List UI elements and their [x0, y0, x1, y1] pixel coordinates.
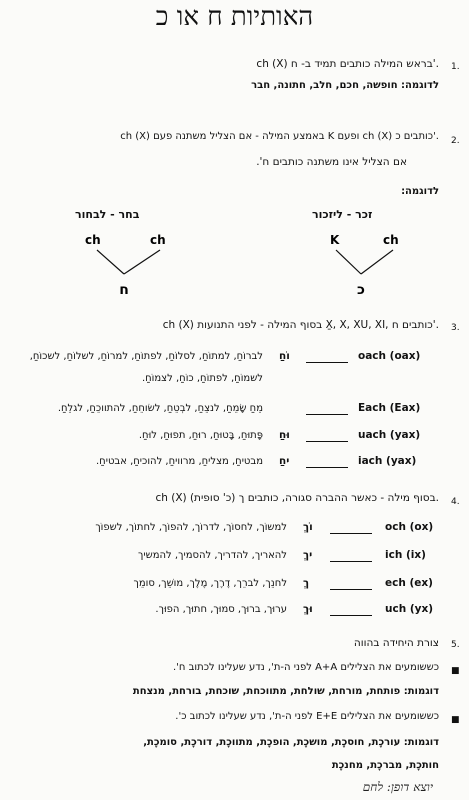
section-2-example-label: לדוגמה:	[401, 186, 439, 197]
split-diagrams	[0, 230, 469, 300]
s3-row-3-blank	[306, 430, 348, 442]
s4-row-1-suffix: וֹךְ	[303, 521, 313, 533]
s3-row-2-words: מֵחַ שָׂמֵחַ, לנצֵחַ, לבְטֵחַ, לשׂוחֵחַ, להתווכֵחַ, לגלֵחַ.	[57, 403, 263, 414]
handwritten-note: יוצא דופן: לחם	[362, 780, 433, 794]
left-diagram-line-a	[97, 250, 124, 274]
s3-row-4-blank	[306, 456, 348, 468]
s4-row-1-blank	[330, 522, 372, 534]
s4-row-3	[0, 574, 469, 594]
section-5-bullet-1-rule: כששומעים את הצלילים A+A לפני ה-ת', נדע שעלינו לכתוב ח'.	[172, 662, 439, 673]
section-5-bullet-2-examples-2: חותכֶת, מברכֶת, מחנכֶת	[331, 760, 439, 771]
s4-row-3-suffix: ךְ	[303, 577, 310, 589]
s4-row-3-words: לחנֵך, לברֵך, דֶרֶך, מֶלֶך, מושֵׁך, סומֵך	[133, 578, 287, 589]
right-example-words: זכר - ליזכור	[312, 208, 373, 221]
s3-row-4	[0, 452, 469, 472]
right-diagram-line-a	[336, 250, 361, 274]
s4-row-2-sound: ich (ix)	[385, 549, 426, 561]
bullet-1-icon: ■	[451, 666, 460, 676]
s3-row-3	[0, 426, 469, 446]
s3-row-2-sound: Each (Eax)	[358, 402, 421, 414]
section-5-number: 5.	[451, 640, 460, 650]
left-diagram-letter: ח	[119, 282, 129, 298]
s3-row-1	[0, 347, 469, 367]
s4-row-4-suffix: וּךְ	[303, 603, 313, 615]
bullet-2-icon: ■	[451, 715, 460, 725]
section-4-number: 4.	[451, 497, 460, 507]
section-5-bullet-1-examples: דוגמות: פותחת, מורחת, שולחת, מתווכחת, שוכחת, בורחת, מנצחת	[132, 686, 439, 697]
left-diagram-line-b	[124, 250, 160, 274]
s4-row-4	[0, 600, 469, 620]
s3-row-1-blank	[306, 351, 348, 363]
s3-row-1-suffix: וֹחַ	[279, 350, 290, 362]
section-5-bullet-2-examples-1: דוגמות: עורכֶת, חוסכֶת, מושכֶת, הופכֶת, מתווכֶת, דורכֶת, סומכֶת,	[143, 737, 439, 748]
s4-row-2-words: להאריך, להדריך, להסמיך, להמשיך	[138, 550, 287, 561]
section-2-number: 2.	[451, 136, 460, 146]
s3-row-4-suffix: יחַ	[279, 455, 290, 467]
section-1-number: 1.	[451, 62, 460, 72]
s4-row-3-sound: ech (ex)	[385, 577, 433, 589]
s3-row-2-blank	[306, 403, 348, 415]
s4-row-4-words: ערוּך, ברוּך, סמוּך, חתוּך, הפוּך.	[155, 604, 287, 615]
right-diagram-top-right: ch	[383, 233, 399, 247]
s3-row-3-sound: uach (yax)	[358, 429, 421, 441]
right-diagram-top-left: K	[330, 233, 340, 247]
section-3-number: 3.	[451, 323, 460, 333]
s4-row-2-blank	[330, 550, 372, 562]
s3-row-3-suffix: וּחַ	[279, 429, 290, 441]
s4-row-3-blank	[330, 578, 372, 590]
left-example-words: בחר - לבחור	[75, 208, 140, 221]
s4-row-2-suffix: יךְ	[303, 549, 313, 561]
s4-row-4-sound: uch (yx)	[385, 603, 434, 615]
left-diagram-top-right: ch	[150, 233, 166, 247]
left-diagram-top-left: ch	[85, 233, 101, 247]
section-5-bullet-2-rule: כששומעים את הצלילים E+E לפני ה-ת', נדע שעלינו לכתוב כ'.	[175, 711, 439, 722]
section-2-rule-1: ch (X) באמצע המילה - אם הצליל משתנה פעם K ופעם ch (X) כותבים כ'.	[120, 131, 439, 142]
s3-row-1-sound: oach (oax)	[358, 350, 421, 362]
section-5-heading: צורת היחידה בהווה	[353, 637, 439, 649]
s4-row-4-blank	[330, 604, 372, 616]
right-diagram-letter: כ	[357, 282, 365, 298]
section-1-rule: ch (X) בראש המילה כותבים תמיד ב- ח'.	[256, 58, 439, 70]
s3-row-2	[0, 399, 469, 419]
section-4-rule: ch (X) בסוף מילה - כאשר ההברה סגורה, כותבים ך (כ' סופית).	[155, 492, 439, 504]
s4-row-1-words: למשוֹך, לחסוֹך, לדרוֹך, להפוֹך, לחתוֹך, לשפוֹך	[95, 522, 287, 533]
s3-row-4-words: מבטיחַ, מצליחַ, מרוויחַ, להוכיחַ, אבטיחַ.	[96, 456, 263, 467]
s3-row-1-continuation: לשמוֹחַ, לפתוֹחַ, כוֹחַ, לצמוֹחַ.	[141, 373, 263, 384]
s3-row-3-words: פָּתוּחַ, בָּטוּחַ, רוּחַ, תפוּחַ, לוּחַ.	[138, 430, 263, 441]
s4-row-2	[0, 546, 469, 566]
s4-row-1-sound: och (ox)	[385, 521, 434, 533]
section-3-rule: ch (X) בסוף המילה - לפני התנועות X̱, X, XU, XI, כותבים ח'.	[162, 319, 439, 331]
s4-row-1	[0, 518, 469, 538]
section-1-example: לדוגמה: חופשה, חכם, חלב, חתונה, חבר	[251, 80, 439, 91]
section-2-rule-2: אם הצליל אינו משתנה כותבים ח'.	[256, 156, 407, 168]
s3-row-1-words: לברוֹחַ, למתוֹחַ, לסלוֹחַ, לפתוֹחַ, למרוֹחַ, לשלוֹחַ, לשכוֹחַ,	[29, 351, 263, 362]
page-title: האותיות ח או כ	[155, 2, 314, 32]
s3-row-4-sound: iach (yax)	[358, 455, 417, 467]
right-diagram-line-b	[361, 250, 393, 274]
